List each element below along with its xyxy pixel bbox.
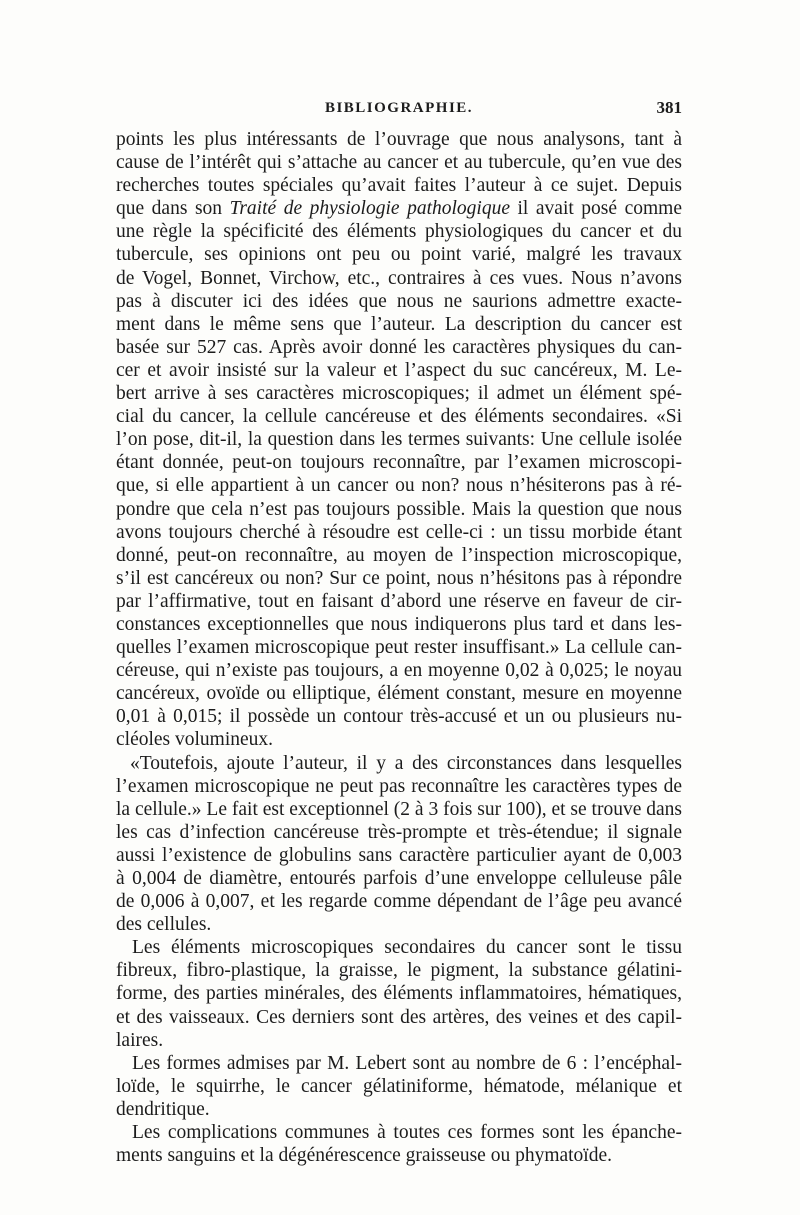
text-line: tubercule, ses opinions ont peu ou point varié, malgré les travaux [116, 244, 682, 266]
text-line: de 0,006 à 0,007, et les regarde comme dépendant de l’âge peu avancé [116, 891, 682, 913]
text-line: bert arrive à ses caractères microscopiques; il admet un élément spé- [116, 383, 682, 405]
text-line: donné, peut-on reconnaître, au moyen de l’inspection microscopique, [116, 544, 682, 566]
text-line-with-title [116, 197, 682, 220]
text-line: l’examen microscopique ne peut pas reconnaître les caractères types de [116, 775, 682, 797]
paragraph-end-line: dendritique. [116, 1098, 210, 1120]
text-line: cial du cancer, la cellule cancéreuse et des éléments secondaires. «Si [116, 406, 682, 428]
text-line: céreuse, qui n’existe pas toujours, a en moyenne 0,02 à 0,025; le noyau [116, 660, 682, 682]
text-line: de Vogel, Bonnet, Virchow, etc., contraires à ces vues. Nous n’avons [116, 267, 682, 289]
paragraph-end-line: des cellules. [116, 914, 212, 936]
running-title: BIBLIOGRAPHIE. [324, 100, 474, 116]
text-line: loïde, le squirrhe, le cancer gélatiniforme, hématode, mélanique et [116, 1075, 682, 1097]
text-line: pas à discuter ici des idées que nous ne saurions admettre exacte- [116, 290, 682, 312]
text-line: aussi l’existence de globulins sans caractère particulier ayant de 0,003 [116, 844, 682, 866]
paragraph-start-line: Les formes admises par M. Lebert sont au nombre de 6 : l’encéphal- [132, 1052, 682, 1074]
paragraph-end-line: cléoles volumineux. [116, 729, 274, 751]
text-line: forme, des parties minérales, des éléments inflammatoires, hématiques, [116, 983, 682, 1005]
text-line: cancéreux, ovoïde ou elliptique, élément constant, mesure en moyenne [116, 683, 682, 705]
italic-book-title: Traité de physiologie pathologique [229, 198, 510, 220]
text-line: recherches toutes spéciales qu’avait faites l’auteur à ce sujet. Depuis [116, 175, 682, 197]
text-line: pondre que cela n’est pas toujours possible. Mais la question que nous [116, 498, 682, 520]
text-line: 0,01 à 0,015; il possède un contour très-accusé et un ou plusieurs nu- [116, 706, 682, 728]
text-line: avons toujours cherché à résoudre est celle-ci : un tissu morbide étant [116, 521, 682, 543]
text-line: la cellule.» Le fait est exceptionnel (2 à 3 fois sur 100), et se trouve dans [116, 798, 682, 820]
text-fragment: il avait posé comme [517, 198, 682, 220]
text-line: constances exceptionnelles que nous indiquerons plus tard et dans les- [116, 613, 682, 635]
text-line: que, si elle appartient à un cancer ou non? nous n’hésiterons pas à ré- [116, 475, 682, 497]
text-line: ment dans le même sens que l’auteur. La description du cancer est [116, 313, 682, 335]
page-number: 381 [656, 98, 682, 117]
text-line: l’on pose, dit-il, la question dans les termes suivants: Une cellule isolée [116, 429, 682, 451]
text-line: par l’affirmative, tout en faisant d’abord une réserve en faveur de cir- [116, 590, 682, 612]
text-line: s’il est cancéreux ou non? Sur ce point, nous n’hésitons pas à répondre [116, 567, 682, 589]
text-line: à 0,004 de diamètre, entourés parfois d’une enveloppe celluleuse pâle [116, 868, 682, 889]
text-line: fibreux, fibro-plastique, la graisse, le pigment, la substance gélatini- [116, 960, 682, 982]
text-line: les cas d’infection cancéreuse très-prompte et très-étendue; il signale [116, 821, 682, 843]
text-line: basée sur 527 cas. Après avoir donné les caractères physiques du can- [116, 336, 682, 358]
paragraph-end-line: ments sanguins et la dégénérescence graisseuse ou phymatoïde. [116, 1145, 613, 1167]
text-line: quelles l’examen microscopique peut rester insuffisant.» La cellule can- [116, 637, 682, 659]
text-line: une règle la spécificité des éléments physiologiques du cancer et du [116, 221, 682, 243]
text-line: points les plus intéressants de l’ouvrage que nous analysons, tant à [116, 129, 682, 150]
text-line: cer et avoir insisté sur la valeur et l’aspect du suc cancéreux, M. Le- [116, 359, 682, 381]
text-line: et des vaisseaux. Ces derniers sont des artères, des veines et des capil- [116, 1006, 682, 1028]
paragraph-start-line: Les complications communes à toutes ces formes sont les épanche- [132, 1122, 682, 1144]
paragraph-start-line: Les éléments microscopiques secondaires du cancer sont le tissu [132, 937, 682, 959]
text-line: étant donnée, peut-on toujours reconnaître, par l’examen microscopi- [116, 452, 682, 474]
paragraph-end-line: laires. [116, 1029, 164, 1051]
page-header [116, 96, 682, 126]
body-text [116, 128, 682, 1167]
paragraph-start-line: «Toutefois, ajoute l’auteur, il y a des circonstances dans lesquelles [130, 752, 682, 774]
text-line: cause de l’intérêt qui s’attache au cancer et au tubercule, qu’en vue des [116, 152, 682, 174]
text-fragment: que dans son [116, 198, 223, 220]
